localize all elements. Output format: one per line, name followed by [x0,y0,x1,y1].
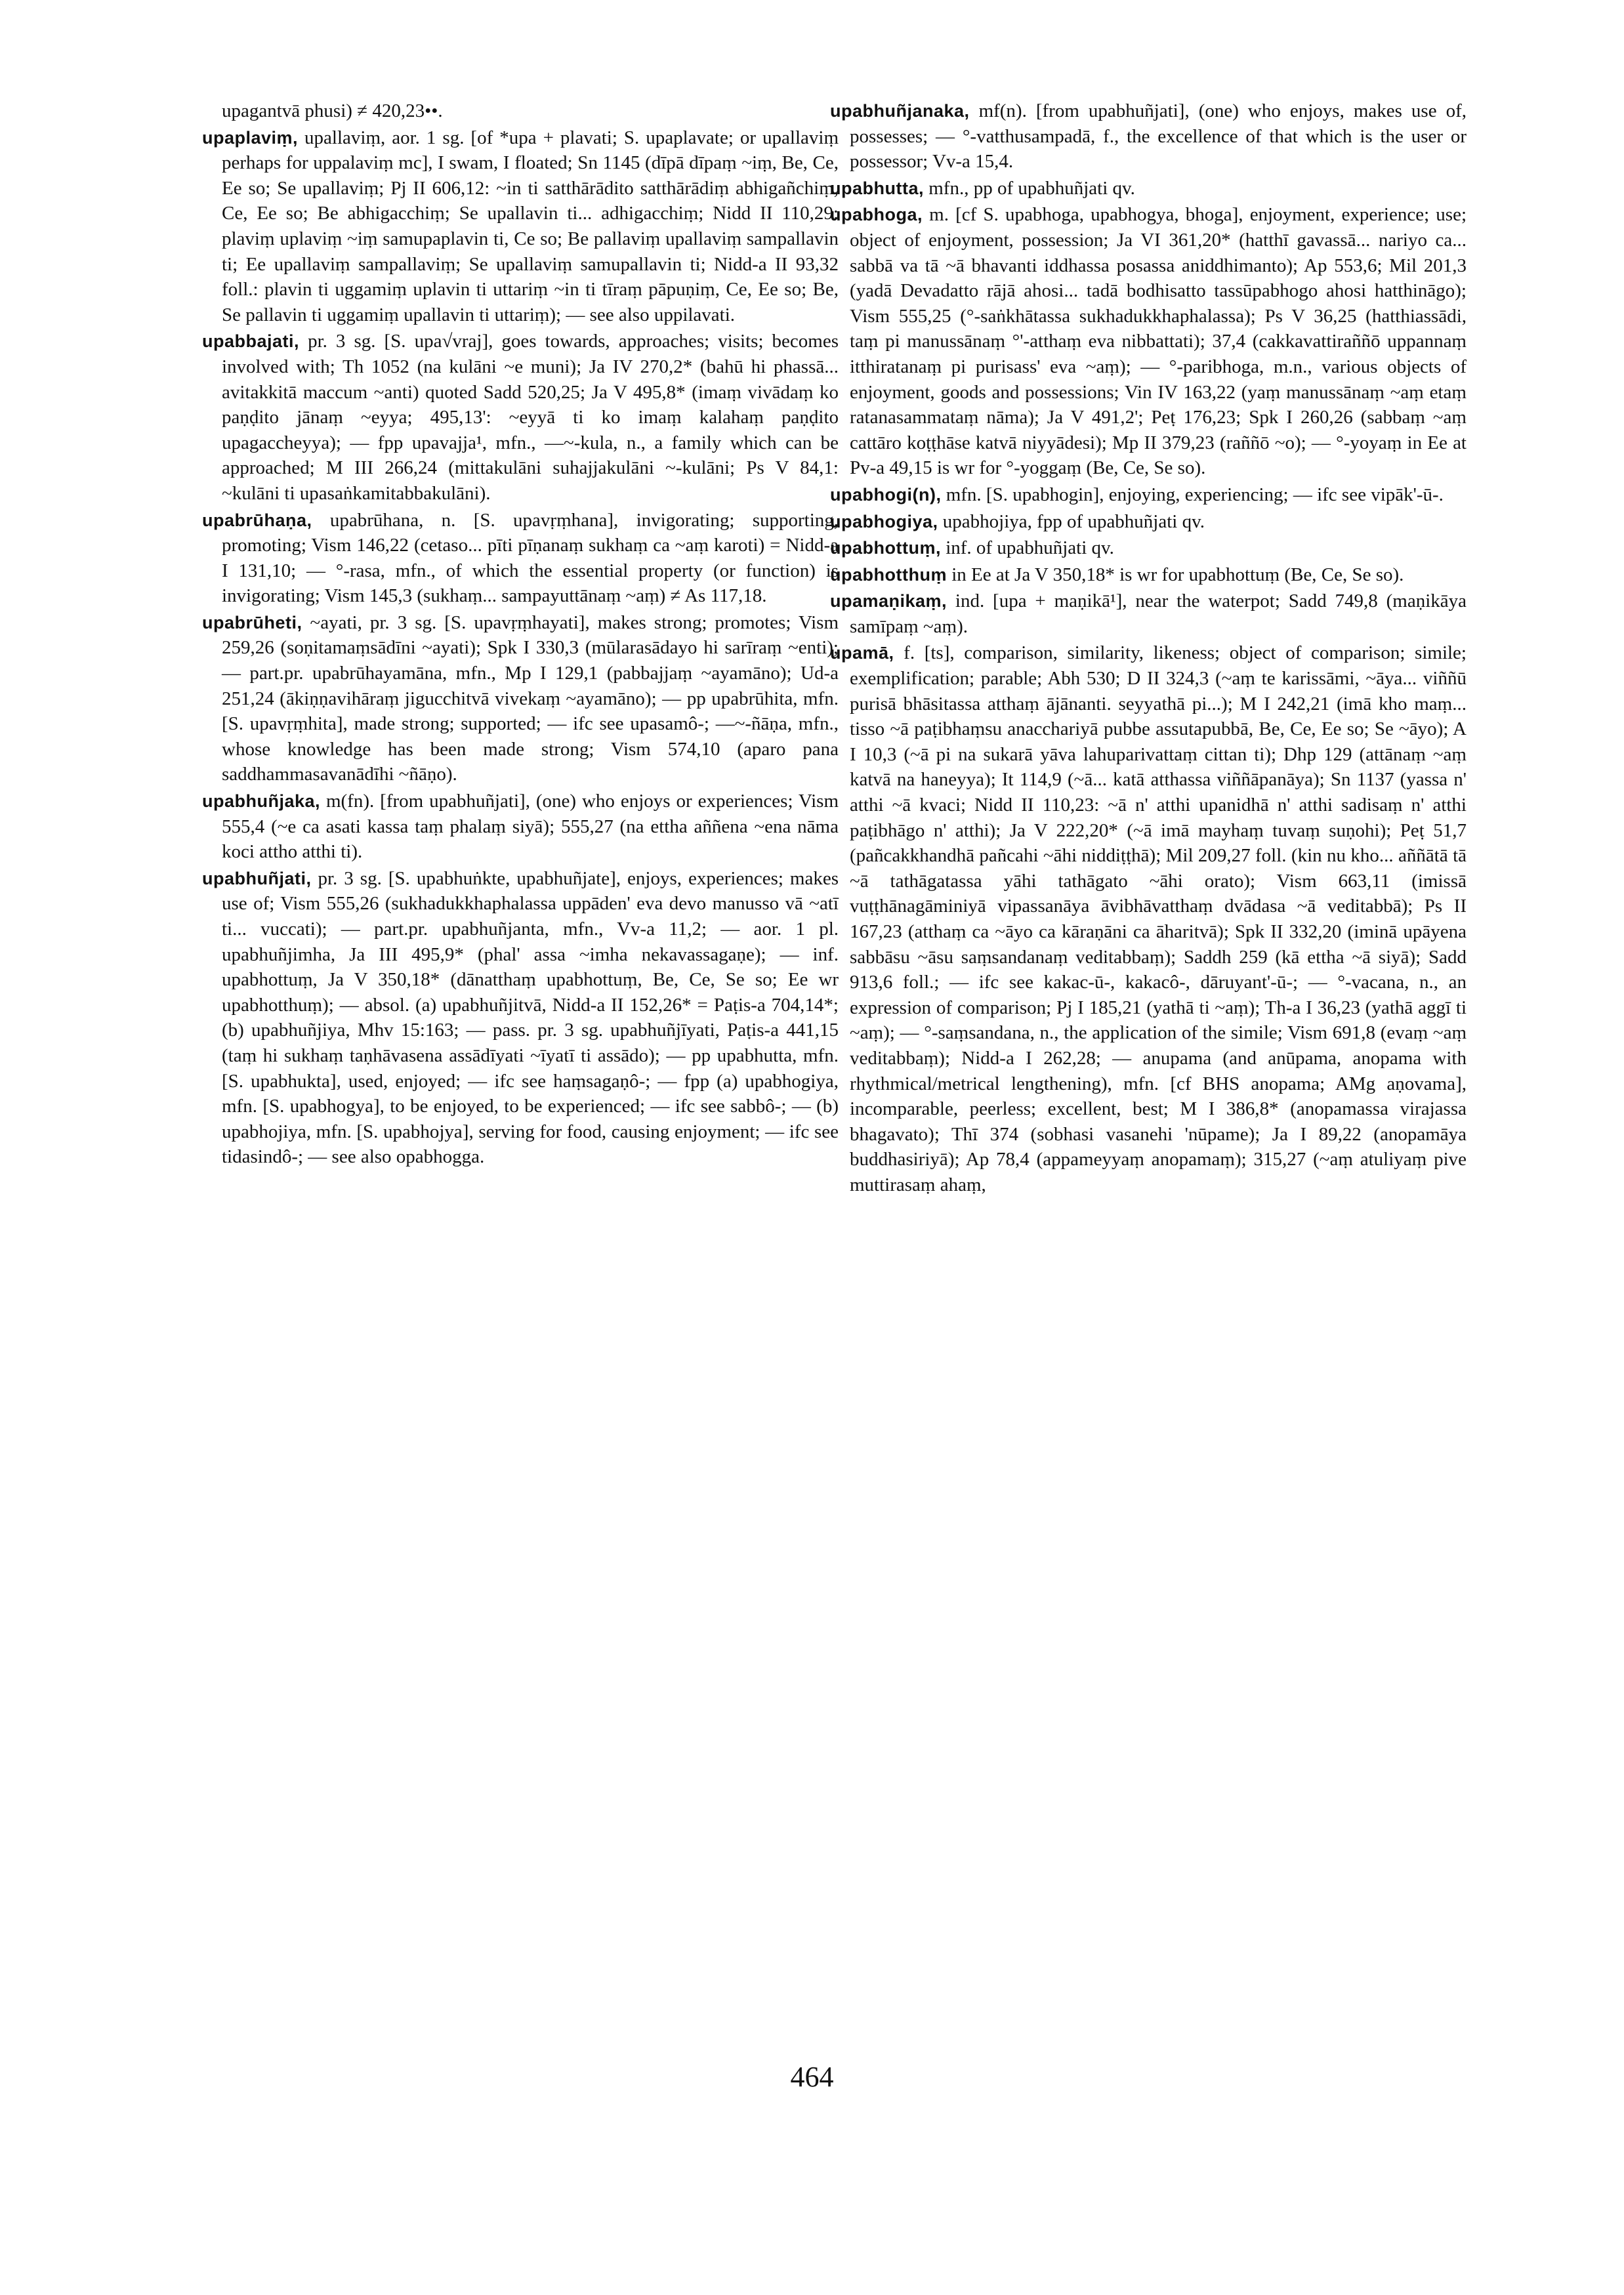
entry-headword: upabrūhaṇa, [202,510,312,530]
entry-text: m. [cf S. upabhoga, upabhogya, bhoga], enjoyment, experience; use; object of enjoyment, possession; Ja VI 361,20* (hatthī gavassā... nariyo ca... sabbā va tā ~ā bhavanti iddhassa posassa aniddhimanto); Ap 553,6; Mil 201,3 (yadā Devadatto rājā ahosi... tadā bodhisatto tassūpabhogo ahosi hatthināgo); Vism 555,25 (°-saṅkhātassa sukhadukkhaphalassa); Ps V 36,25 (hatthiassādi, taṃ pi manussānaṃ °'-atthaṃ eva nibbattati); 37,4 (cakkavattiraññō uppannaṃ itthiratanaṃ pi purisass' eva ~aṃ); — °-paribhoga, m.n., various objects of enjoyment, goods and possessions; Vin IV 163,22 (yaṃ manussānaṃ ~aṃ etaṃ ratanasammataṃ nāma); Ja V 491,2'; Peṭ 176,23; Spk I 260,26 (sabbaṃ ~aṃ cattāro koṭṭhāse katvā niyyādesi); Mp II 379,23 (raññō ~o); — °-yoyaṃ in Ee at Pv-a 49,15 is wr for °-yoggaṃ (Be, Ce, Se so). [850,204,1467,479]
entry-headword: upabhuñjaka, [202,791,321,812]
entry-headword: upabhutta, [830,178,924,198]
dictionary-entry [202,610,839,787]
entry-text: pr. 3 sg. [S. upa√vraj], goes towards, approaches; visits; becomes involved with; Th 1052 (na kulāni ~e muni); Ja IV 270,2* (bahū hi phassā... avitakkitā maccum ~anti) quoted Sadd 520,25; Ja V 495,8* (imaṃ vivādaṃ ko paṇḍito jānaṃ ~eyya; 495,13': ~eyyā ti ko imaṃ kalahaṃ paṇḍito upagaccheyya); — fpp upavajja¹, mfn., —~-kula, n., a family which can be approached; M III 266,24 (mittakulāni suhajjakulāni ~-kulāni; Ps V 84,1: ~kulāni ti upasaṅkamitabbakulāni). [222,331,839,504]
dictionary-entry [830,509,1467,535]
dictionary-entry [202,866,839,1170]
entry-headword: upamā, [830,643,894,663]
dictionary-entry [202,329,839,506]
dictionary-entry [202,789,839,865]
entry-headword: upabhogi(n), [830,484,942,505]
entry-headword: upamaṇikaṃ, [830,591,947,611]
dictionary-entry [202,508,839,609]
entry-text: upabrūhana, n. [S. upavṛṃhana], invigorating; supporting, promoting; Vism 146,22 (cetaso... pīti pīṇanaṃ sukhaṃ ca ~aṃ karoti) = Nidd-a I 131,10; — °-rasa, mfn., of which the essential property (or function) is invigorating; Vism 145,3 (sukhaṃ... sampayuttānaṃ ~aṃ) ≠ As 117,18. [222,509,839,607]
entry-headword: upabrūheti, [202,612,302,632]
entry-headword: upabhogiya, [830,511,938,531]
entry-headword: upabhuñjanaka, [830,101,970,121]
entry-text: inf. of upabhuñjati qv. [946,537,1114,559]
entry-text: mfn. [S. upabhogin], enjoying, experiencing; — ifc see vipāk'-ū-. [946,484,1444,505]
entry-headword: upabhuñjati, [202,868,312,888]
entry-headword: upabhoga, [830,205,923,225]
entry-headword: upabbajati, [202,331,300,352]
entry-headword: upabhotthuṃ [830,564,947,585]
entry-text: m(fn). [from upabhuñjati], (one) who enjoys or experiences; Vism 555,4 (~e ca asati kassa taṃ phalaṃ siyā); 555,27 (na ettha aññena ~ena nāma koci attho atthi ti). [222,791,839,863]
dictionary-entry [202,125,839,328]
dictionary-entry [830,482,1467,508]
entry-text: f. [ts], comparison, similarity, likeness; object of comparison; simile; exemplification; parable; Abh 530; D II 324,3 (~aṃ te karissāmi, ~āya... viññū purisā bhāsitassa atthaṃ ājānanti. seyyathā pi...); M I 242,21 (imā kho maṃ... tisso ~ā paṭibhaṃsu anacchariyā pubbe assutapubbā, Be, Ce, Ee so; Se ~āyo); A I 10,3 (~ā pi na sukarā yāva lahuparivattaṃ cittan ti); Dhp 129 (attānaṃ ~aṃ katvā na haneyya); It 114,9 (~ā... katā atthassa viññāpanāya); Sn 1137 (yassa n' atthi ~ā kvaci; Nidd II 110,23: ~ā n' atthi upanidhā n' atthi sadisaṃ n' atthi paṭibhāgo n' atthi); Ja V 222,20* (~ā imā mayhaṃ tuvaṃ suṇohi); Peṭ 51,7 (pañcakkhandhā pañcahi ~āhi niddiṭṭhā); Mil 209,27 foll. (kin nu kho... aññātā tā ~ā tathāgatassa yāhi tathāgato ~āhi orato); Vism 663,11 (imissā vuṭṭhānagāminiyā vipassanāya āvibhāvatthaṃ dvādasa ~ā veditabbā); Ps II 167,23 (atthaṃ ca ~āyo ca kāraṇāni ca āharitvā); Spk II 332,20 (iminā upāyena sabbāsu ~āsu saṃsandanaṃ veditabbaṃ); Saddh 259 (kā ettha ~ā siyā); Sadd 913,6 foll.; — ifc see kakac-ū-, kakacô-, dāruyant'-ū-; — °-vacana, n., an expression of comparison; Pj I 185,21 (yathā ti ~aṃ); Th-a I 36,23 (yathā aggī ti ~aṃ); — °-saṃsandana, n., the application of the simile; Vism 691,8 (evaṃ ~aṃ veditabbaṃ); Nidd-a I 262,28; — anupama (and anūpama, anopama with rhythmical/metrical lengthening), mfn. [cf BHS anopama; AMg aṇovama], incomparable, peerless; excellent, best; M I 386,8* (anopamassa virajassa bhagavato); Thī 374 (sobhasi vasanehi 'nūpame); Ja I 89,22 (anopamāya buddhasiriyā); Ap 78,4 (appameyyaṃ anopamaṃ); 315,27 (~aṃ atuliyaṃ pive muttirasaṃ ahaṃ, [850,642,1467,1195]
entry-text: ind. [upa + maṇikā¹], near the waterpot; Sadd 749,8 (maṇikāya samīpaṃ ~aṃ). [850,590,1467,637]
dictionary-entry [830,535,1467,561]
entry-text: mf(n). [from upabhuñjati], (one) who enjoys, makes use of, possesses; — °-vatthusampadā, f., the excellence of that which is the user or possessor; Vv-a 15,4. [850,100,1467,173]
entry-text: upagantvā phusi) ≠ 420,23••. [222,100,443,121]
dictionary-entry [830,98,1467,175]
entry-text: pr. 3 sg. [S. upabhuṅkte, upabhuñjate], enjoys, experiences; makes use of; Vism 555,26 (sukhadukkhaphalassa uppāden' eva devo manusso vā ~atī ti... vuccati); — part.pr. upabhuñjanta, mfn., Vv-a 11,2; — aor. 1 pl. upabhuñjimha, Ja III 495,9* (phal' assa ~imha nekavassagaṇe); — inf. upabhottuṃ, Ja V 350,18* (dānatthaṃ upabhottuṃ, Be, Ce, Se so; Ee wr upabhotthuṃ); — absol. (a) upabhuñjitvā, Nidd-a II 152,26* = Paṭis-a 704,14*; (b) upabhuñjiya, Mhv 15:163; — pass. pr. 3 sg. upabhuñjīyati, Paṭis-a 441,15 (taṃ hi sukhaṃ taṇhāvasena assādīyati ~īyatī ti assādo); — pp upabhutta, mfn. [S. upabhukta], used, enjoyed; — ifc see haṃsagaṇô-; — fpp (a) upabhogiya, mfn. [S. upabhogya], to be enjoyed, to be experienced; — ifc see sabbô-; — (b) upabhojiya, mfn. [S. upabhojya], serving for food, causing enjoyment; — ifc see tidasindô-; — see also opabhogga. [222,867,839,1168]
dictionary-entry [830,176,1467,201]
page-number: 464 [790,2061,834,2093]
entry-text: ~ayati, pr. 3 sg. [S. upavṛṃhayati], makes strong; promotes; Vism 259,26 (soṇitamaṃsādīni ~ayati); Spk I 330,3 (mūlarasādayo hi sarīraṃ ~enti); — part.pr. upabrūhayamāna, mfn., Mp I 129,1 (pabbajjaṃ ~ayamāno); Ud-a 251,24 (ākiṇṇavihāraṃ jigucchitvā vivekaṃ ~ayamāno); — pp upabrūhita, mfn. [S. upavṛṃhita], made strong; supported; — ifc see upasamô-; —~-ñāṇa, mfn., whose knowledge has been made strong; Vism 574,10 (aparo pana saddhammasavanādīhi ~ñāṇo). [222,611,839,785]
dictionary-entry [830,202,1467,481]
dictionary-entry [830,640,1467,1197]
left-column [202,98,839,1171]
dictionary-entry [830,589,1467,639]
entry-text: mfn., pp of upabhuñjati qv. [928,177,1135,199]
entry-text: in Ee at Ja V 350,18* is wr for upabhottuṃ (Be, Ce, Se so). [951,564,1404,585]
dictionary-entry [202,98,839,124]
entry-headword: upaplaviṃ, [202,127,299,148]
right-column [830,98,1467,1199]
entry-text: upallaviṃ, aor. 1 sg. [of *upa + plavati; S. upaplavate; or upallaviṃ perhaps for uppalaviṃ mc], I swam, I floated; Sn 1145 (dīpā dīpaṃ ~iṃ, Be, Ce, Ee so; Se upallaviṃ; Pj II 606,12: ~in ti satthārādito satthārādiṃ abhigañchiṃ, Ce, Ee so; Be abhigacchiṃ; Se upallavin ti... adhigacchiṃ; Nidd II 110,29: plaviṃ uplaviṃ ~iṃ samupaplavin ti, Ce so; Be pallaviṃ upallaviṃ sampallavin ti; Ee upallaviṃ sampallaviṃ; Se upallaviṃ samupallavin ti; Nidd-a II 93,32 foll.: plavin ti uggamiṃ uplavin ti uttariṃ ~in ti tīraṃ pāpuṇiṃ, Ce, Ee so; Be, Se pallavin ti uggamiṃ upallavin ti uttariṃ); — see also uppilavati. [222,127,839,325]
dictionary-entry [830,562,1467,588]
entry-headword: upabhottuṃ, [830,538,941,558]
entry-text: upabhojiya, fpp of upabhuñjati qv. [942,510,1205,532]
